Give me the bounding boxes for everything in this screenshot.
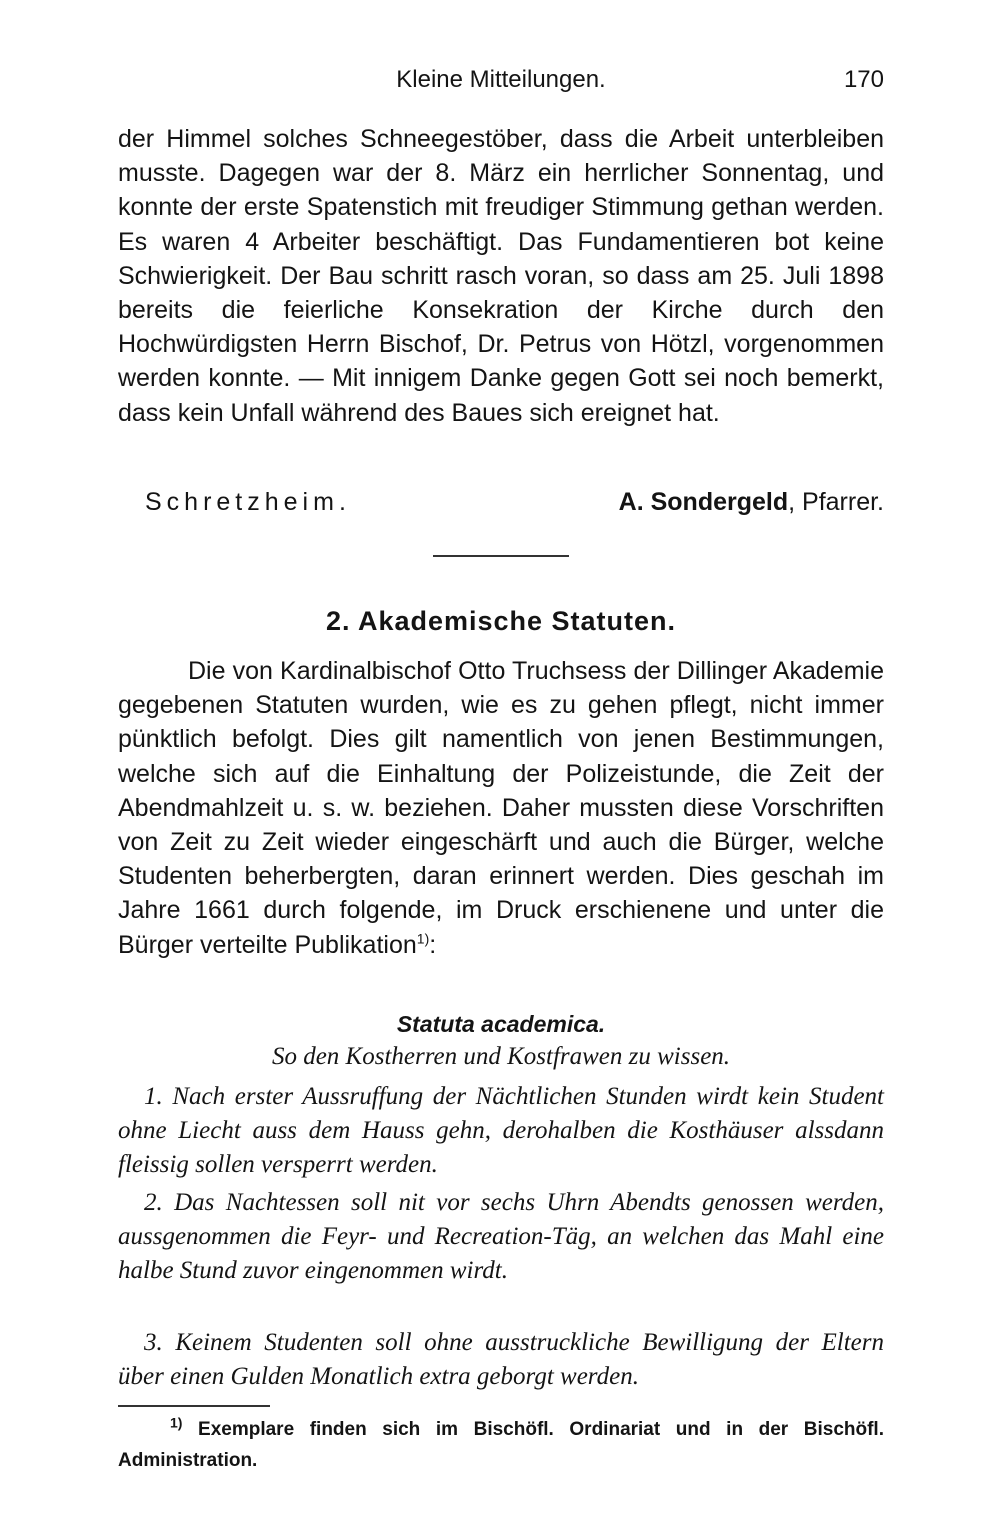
paragraph-church-construction: der Himmel solches Schneegestöber, dass die Arbeit unterbleiben musste. Dagegen war der 8. März ein herrlicher Sonnentag, und konnte der erste Spatenstich mit freudiger Stimmung gethan werden. Es waren 4 Arbeiter beschäftigt. Das Fundamentieren bot keine Schwierigkeit. Der Bau schritt rasch voran, so dass am 25. Juli 1898 bereits die feierliche Konsekration der Kirche durch den Hochwürdigsten Herrn Bischof, Dr. Petrus von Hötzl, vorgenommen werden konnte. — Mit innigem Danke gegen Gott sei noch bemerkt, dass kein Unfall während des Baues sich ereignet hat. xyxy=(118,125,884,427)
paragraph-statutes-text: Die von Kardinalbischof Otto Truchsess der Dillinger Akademie gegebenen Statuten wurden, wie es zu gehen pflegt, nicht immer pünktlich befolgt. Dies gilt namentlich von jenen Bestimmungen, welche sich auf die Einhaltung der Polizeistunde, die Zeit der Abendmahlzeit u. s. w. beziehen. Daher mussten diese Vorschriften von Zeit zu Zeit wieder eingeschärft und auch die Bürger, welche Studenten beherbergten, daran erinnert werden. Dies geschah im Jahre 1661 durch folgende, im Druck erschienene und unter die Bürger verteilte Publikation xyxy=(118,657,884,959)
page-header xyxy=(118,60,884,100)
statute-article-2: 2. Das Nachtessen soll nit vor sechs Uhrn Abendts genossen werden, aussgenommen die Feyr- und Recreation-Täg, an welchen das Mahl eine halbe Stund zuvor eingenommen wirdt. xyxy=(118,1189,884,1284)
signature-name: A. Sondergeld xyxy=(618,488,789,516)
signature-line xyxy=(145,484,884,524)
running-title: Kleine Mitteilungen. xyxy=(396,66,606,93)
statutes-title: Statuta academica. xyxy=(396,1011,606,1037)
page-number: 170 xyxy=(843,66,884,93)
paragraph-statutes-intro xyxy=(118,654,884,962)
signature-author xyxy=(619,488,884,517)
statute-article-1: 1. Nach erster Aussruffung der Nächtlichen Stunden wirdt kein Student ohne Liecht auss dem Hauss gehn, derohalben die Kosthäuser alssdann fleissig sollen versperrt werden. xyxy=(118,1083,884,1178)
footnote-text: Exemplare finden sich im Bischöfl. Ordinariat und in der Bischöfl. Administration. xyxy=(118,1419,884,1471)
footnote-reference: 1) xyxy=(416,930,430,947)
paragraph-statutes-end: : xyxy=(429,930,437,959)
footnote-mark: 1) xyxy=(170,1414,183,1431)
section-title: 2. Akademische Statuten. xyxy=(325,606,677,636)
footnote-rule xyxy=(118,1405,270,1407)
statute-article-3: 3. Keinem Studenten soll ohne ausstruckliche Bewilligung der Eltern über einen Gulden Monatlich extra geborgt werden. xyxy=(118,1329,884,1390)
footnote xyxy=(118,1414,884,1476)
statutes-subtitle: So den Kostherren und Kostfrawen zu wissen. xyxy=(271,1043,731,1070)
signature-title: , Pfarrer. xyxy=(788,488,884,516)
section-separator xyxy=(433,555,569,557)
signature-place: Schretzheim. xyxy=(145,488,351,516)
